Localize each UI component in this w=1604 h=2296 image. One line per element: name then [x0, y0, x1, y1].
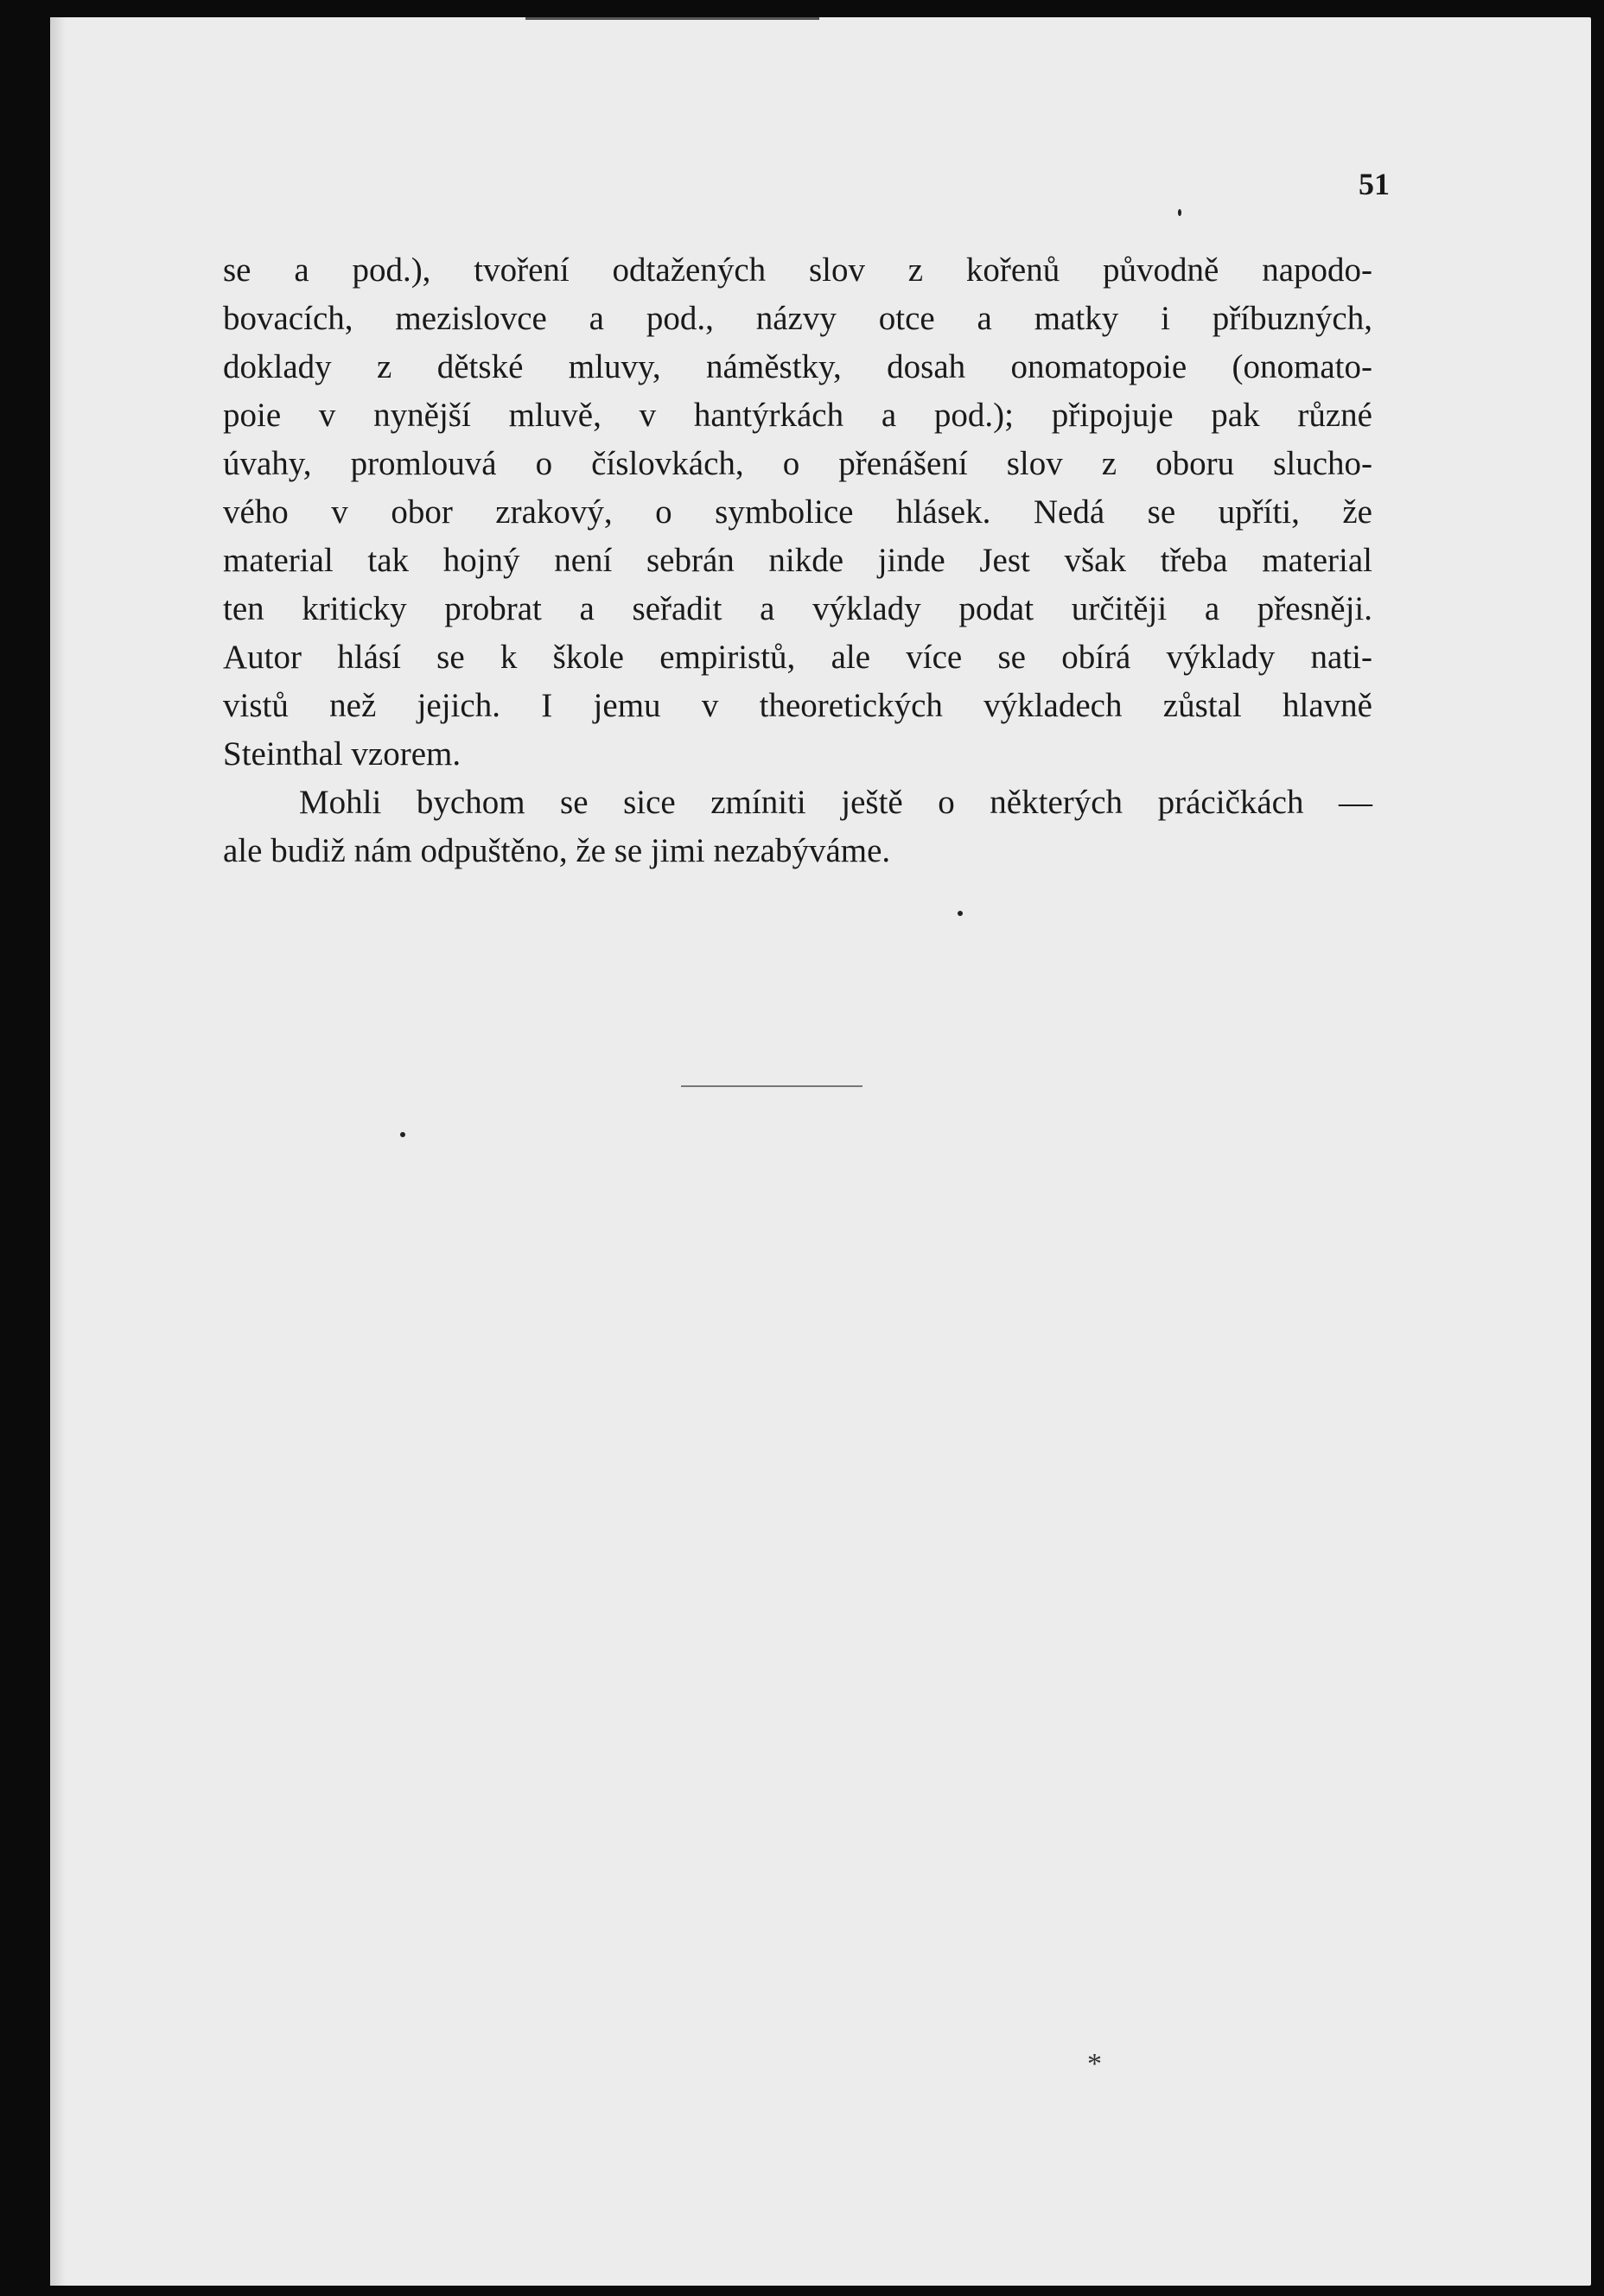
text-line: Steinthal vzorem.	[223, 735, 461, 773]
page-number: 51	[1359, 167, 1390, 201]
text-line: bovacích, mezislovce a pod., názvy otce a matky i příbuzných,	[223, 300, 1372, 337]
book-page	[50, 17, 1591, 2286]
text-line: se a pod.), tvoření odtažených slov z kořenů původně napodo-	[223, 251, 1372, 289]
paragraph-2	[223, 779, 1372, 875]
text-line: vistů než jejich. I jemu v theoretických výkladech zůstal hlavně	[223, 687, 1372, 724]
footer-asterisk: *	[1087, 2048, 1102, 2080]
text-line: úvahy, promlouvá o číslovkách, o přenášení slov z oboru slucho-	[223, 445, 1372, 482]
ink-speck	[1178, 209, 1181, 216]
ink-speck	[400, 1132, 405, 1137]
text-line: Mohli bychom se sice zmíniti ještě o některých prácičkách —	[299, 784, 1372, 821]
top-edge-rule	[525, 17, 819, 20]
body-text	[223, 246, 1372, 875]
text-line: vého v obor zrakový, o symbolice hlásek. Nedá se upříti, že	[223, 493, 1372, 531]
ink-speck	[958, 911, 963, 916]
text-line: ale budiž nám odpuštěno, že se jimi nezabýváme.	[223, 832, 891, 869]
spine-shadow	[50, 17, 66, 2286]
section-end-rule	[681, 1085, 862, 1087]
paragraph-1	[223, 246, 1372, 779]
text-line: ten kriticky probrat a seřadit a výklady podat určitěji a přesněji.	[223, 590, 1372, 627]
text-line: doklady z dětské mluvy, náměstky, dosah onomatopoie (onomato-	[223, 348, 1372, 385]
text-line: material tak hojný není sebrán nikde jinde Jest však třeba material	[223, 542, 1372, 579]
text-line: Autor hlásí se k škole empiristů, ale více se obírá výklady nati-	[223, 639, 1372, 676]
text-line: poie v nynější mluvě, v hantýrkách a pod.); připojuje pak různé	[223, 397, 1372, 434]
